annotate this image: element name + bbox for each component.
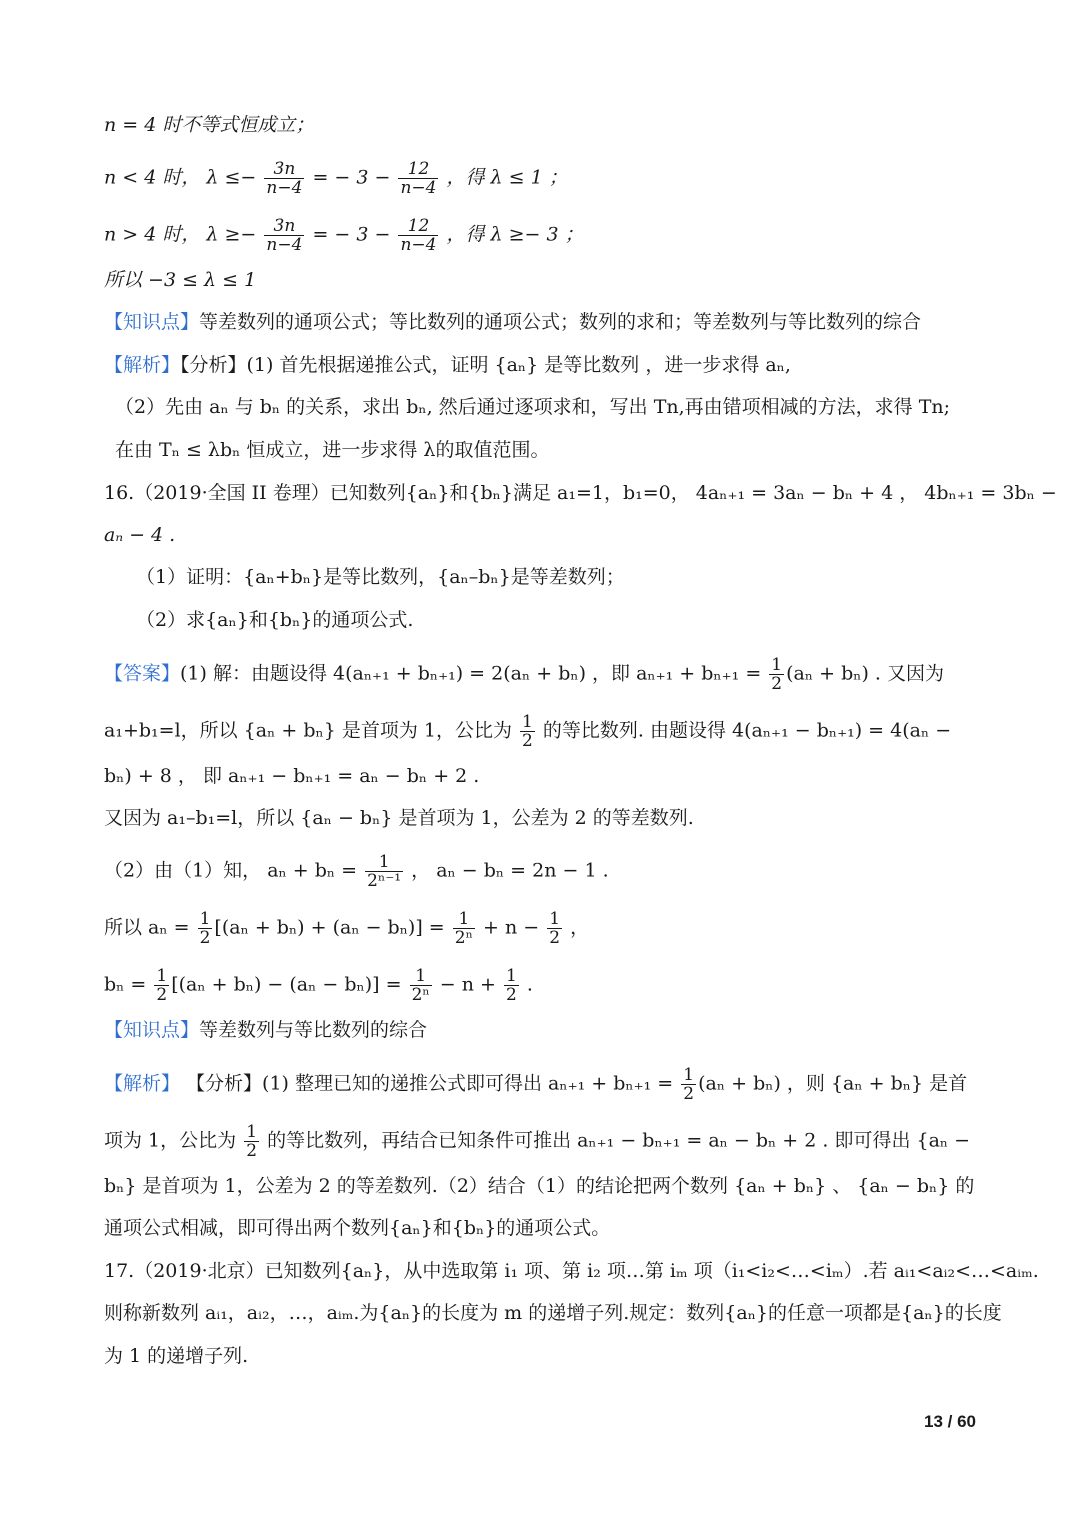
- text-span: = − 3 −: [312, 166, 391, 189]
- text-span: n > 4 时， λ ≥−: [104, 223, 257, 246]
- question-16-part-2: （2）求{aₙ}和{bₙ}的通项公式.: [136, 609, 414, 631]
- text-line: n = 4 时不等式恒成立；: [104, 114, 315, 136]
- fraction-denominator: 2: [156, 985, 168, 1005]
- fraction-denominator: 2: [683, 1084, 695, 1104]
- answer-line-6: [104, 910, 589, 947]
- fraction-denominator: 2: [199, 928, 211, 948]
- fraction-denominator: n−4: [266, 235, 303, 255]
- fraction-denominator: n−4: [400, 235, 437, 255]
- inequality-line-n-lt-4: [104, 160, 568, 197]
- fraction-numerator: 3n: [273, 159, 296, 179]
- text-span: ， aₙ − bₙ = 2n − 1 .: [411, 859, 609, 882]
- fraction-denominator: 2ⁿ⁻¹: [367, 871, 402, 891]
- fraction-numerator: 1: [771, 655, 783, 675]
- fraction-denominator: 2: [771, 674, 783, 694]
- text-span: 【分析】(1) 首先根据递推公式，证明 {aₙ} 是等比数列 ，进一步求得 aₙ,: [180, 354, 791, 376]
- page-number: 13 / 60: [924, 1412, 976, 1431]
- fraction-denominator: n−4: [400, 178, 437, 198]
- text-span: [(aₙ + bₙ) + (aₙ − bₙ)] =: [214, 916, 445, 939]
- text-span: 的等比数列. 由题设得 4(aₙ₊₁ − bₙ₊₁) = 4(aₙ −: [542, 719, 952, 742]
- analysis-2-line-3: bₙ} 是首项为 1，公差为 2 的等差数列.（2）结合（1）的结论把两个数列 {aₙ + bₙ} 、 {aₙ − bₙ} 的: [104, 1175, 975, 1197]
- fraction-denominator: 2: [549, 928, 561, 948]
- knowledge-tag: 【知识点】: [104, 311, 200, 333]
- fraction-denominator: 2: [246, 1141, 258, 1161]
- fraction: [681, 1066, 696, 1103]
- answer-tag: 【答案】: [104, 662, 181, 685]
- fraction-numerator: 3n: [273, 216, 296, 236]
- conclusion-line: 所以 −3 ≤ λ ≤ 1: [104, 269, 257, 291]
- answer-line-2: [104, 713, 951, 750]
- answer-line-5: [104, 853, 609, 890]
- fraction-denominator: 2ⁿ: [454, 928, 473, 948]
- text-span: ，得 λ ≤ 1 ；: [446, 166, 568, 189]
- knowledge-point-1: [104, 308, 921, 336]
- fraction: [244, 1123, 259, 1160]
- fraction-denominator: 2: [522, 731, 533, 751]
- text-span: (1) 解：由题设得 4(aₙ₊₁ + bₙ₊₁) = 2(aₙ + bₙ) ，即 aₙ₊₁ + bₙ₊₁ =: [180, 662, 762, 685]
- text-span: = − 3 −: [312, 223, 391, 246]
- fraction-numerator: 1: [415, 966, 427, 986]
- text-span: + n −: [482, 916, 540, 939]
- text-span: 项为 1，公比为: [104, 1129, 237, 1152]
- text-span: (aₙ + bₙ) ，则 {aₙ + bₙ} 是首: [698, 1072, 968, 1095]
- analysis-2-line-4: 通项公式相减，即可得出两个数列{aₙ}和{bₙ}的通项公式。: [104, 1217, 611, 1239]
- fraction: [453, 910, 475, 947]
- inequality-line-n-gt-4: [104, 217, 584, 254]
- analysis-tag: 【解析】: [104, 1072, 181, 1095]
- answer-line-3: bₙ) + 8 ， 即 aₙ₊₁ − bₙ₊₁ = aₙ − bₙ + 2 .: [104, 765, 480, 787]
- text-span: .: [526, 973, 533, 996]
- fraction-denominator: 2ⁿ: [411, 985, 430, 1005]
- analysis-1-line-1: [104, 351, 791, 379]
- fraction-numerator: 1: [683, 1065, 695, 1085]
- fraction: [504, 967, 519, 1004]
- knowledge-point-2: [104, 1016, 427, 1044]
- fraction-numerator: 1: [199, 909, 211, 929]
- fraction-numerator: 1: [246, 1122, 258, 1142]
- question-16-line-1: 16.（2019·全国 II 卷理）已知数列{aₙ}和{bₙ}满足 a₁=1，b₁=0， 4aₙ₊₁ = 3aₙ − bₙ + 4 ， 4bₙ₊₁ = 3bₙ −: [104, 482, 1057, 504]
- fraction-numerator: 1: [156, 966, 168, 986]
- text-span: bₙ =: [104, 973, 147, 996]
- fraction: [154, 967, 169, 1004]
- fraction-numerator: 1: [458, 909, 470, 929]
- question-16-part-1: （1）证明：{aₙ+bₙ}是等比数列，{aₙ–bₙ}是等差数列；: [136, 566, 625, 588]
- text-span: 的等比数列，再结合已知条件可推出 aₙ₊₁ − bₙ₊₁ = aₙ − bₙ + 2 . 即可得出 {aₙ −: [267, 1129, 971, 1152]
- fraction: [398, 160, 438, 197]
- text-span: n < 4 时， λ ≤−: [104, 166, 257, 189]
- question-16-line-2: aₙ − 4 .: [104, 524, 176, 546]
- answer-line-4: 又因为 a₁–b₁=l，所以 {aₙ − bₙ} 是首项为 1，公差为 2 的等差数列.: [104, 807, 694, 829]
- analysis-2-line-2: [104, 1123, 970, 1160]
- knowledge-tag: 【知识点】: [104, 1019, 200, 1041]
- fraction: [198, 910, 213, 947]
- analysis-tag: 【解析】: [104, 354, 181, 376]
- fraction: [410, 967, 432, 1004]
- answer-line-7: [104, 967, 533, 1004]
- text-span: 等差数列的通项公式；等比数列的通项公式；数列的求和；等差数列与等比数列的综合: [199, 311, 922, 333]
- fraction-denominator: n−4: [266, 178, 303, 198]
- text-span: ，: [570, 916, 590, 939]
- fraction: [520, 713, 535, 750]
- question-17-line-2: 则称新数列 aᵢ₁，aᵢ₂，…，aᵢₘ.为{aₙ}的长度为 m 的递增子列.规定：数列{aₙ}的任意一项都是{aₙ}的长度: [104, 1302, 1002, 1324]
- question-17-line-1: 17.（2019·北京）已知数列{aₙ}，从中选取第 i₁ 项、第 i₂ 项…第 iₘ 项（i₁<i₂<…<iₘ）.若 aᵢ₁<aᵢ₂<…<aᵢₘ.: [104, 1260, 1039, 1282]
- fraction-numerator: 1: [378, 852, 390, 872]
- text-span: − n +: [439, 973, 496, 996]
- text-span: 所以 aₙ =: [104, 916, 190, 939]
- text-span: (aₙ + bₙ) . 又因为: [786, 662, 944, 685]
- analysis-2-line-1: [104, 1066, 967, 1103]
- fraction: [398, 217, 438, 254]
- fraction-numerator: 1: [549, 909, 561, 929]
- text-span: a₁+b₁=l，所以 {aₙ + bₙ} 是首项为 1，公比为: [104, 719, 512, 742]
- fraction-numerator: 12: [407, 216, 430, 236]
- fraction-numerator: 1: [505, 966, 517, 986]
- text-span: [(aₙ + bₙ) − (aₙ − bₙ)] =: [171, 973, 402, 996]
- answer-line-1: [104, 656, 944, 693]
- analysis-1-line-3: 在由 Tₙ ≤ λbₙ 恒成立，进一步求得 λ的取值范围。: [115, 439, 550, 461]
- fraction: [769, 656, 784, 693]
- fraction-numerator: 1: [522, 712, 533, 732]
- fraction-denominator: 2: [505, 985, 517, 1005]
- text-span: 等差数列与等比数列的综合: [199, 1019, 428, 1041]
- text-span: 【分析】(1) 整理已知的递推公式即可得出 aₙ₊₁ + bₙ₊₁ =: [180, 1072, 674, 1095]
- fraction-numerator: 12: [407, 159, 430, 179]
- fraction: [264, 160, 304, 197]
- fraction: [264, 217, 304, 254]
- question-17-line-3: 为 1 的递增子列.: [104, 1345, 249, 1367]
- analysis-1-line-2: （2）先由 aₙ 与 bₙ 的关系，求出 bₙ, 然后通过逐项求和，写出 Tn,再由错项相减的方法，求得 Tn;: [115, 396, 951, 418]
- text-span: （2）由（1）知， aₙ + bₙ =: [104, 859, 358, 882]
- text-span: ，得 λ ≥− 3 ；: [446, 223, 584, 246]
- fraction: [547, 910, 562, 947]
- fraction: [365, 853, 403, 890]
